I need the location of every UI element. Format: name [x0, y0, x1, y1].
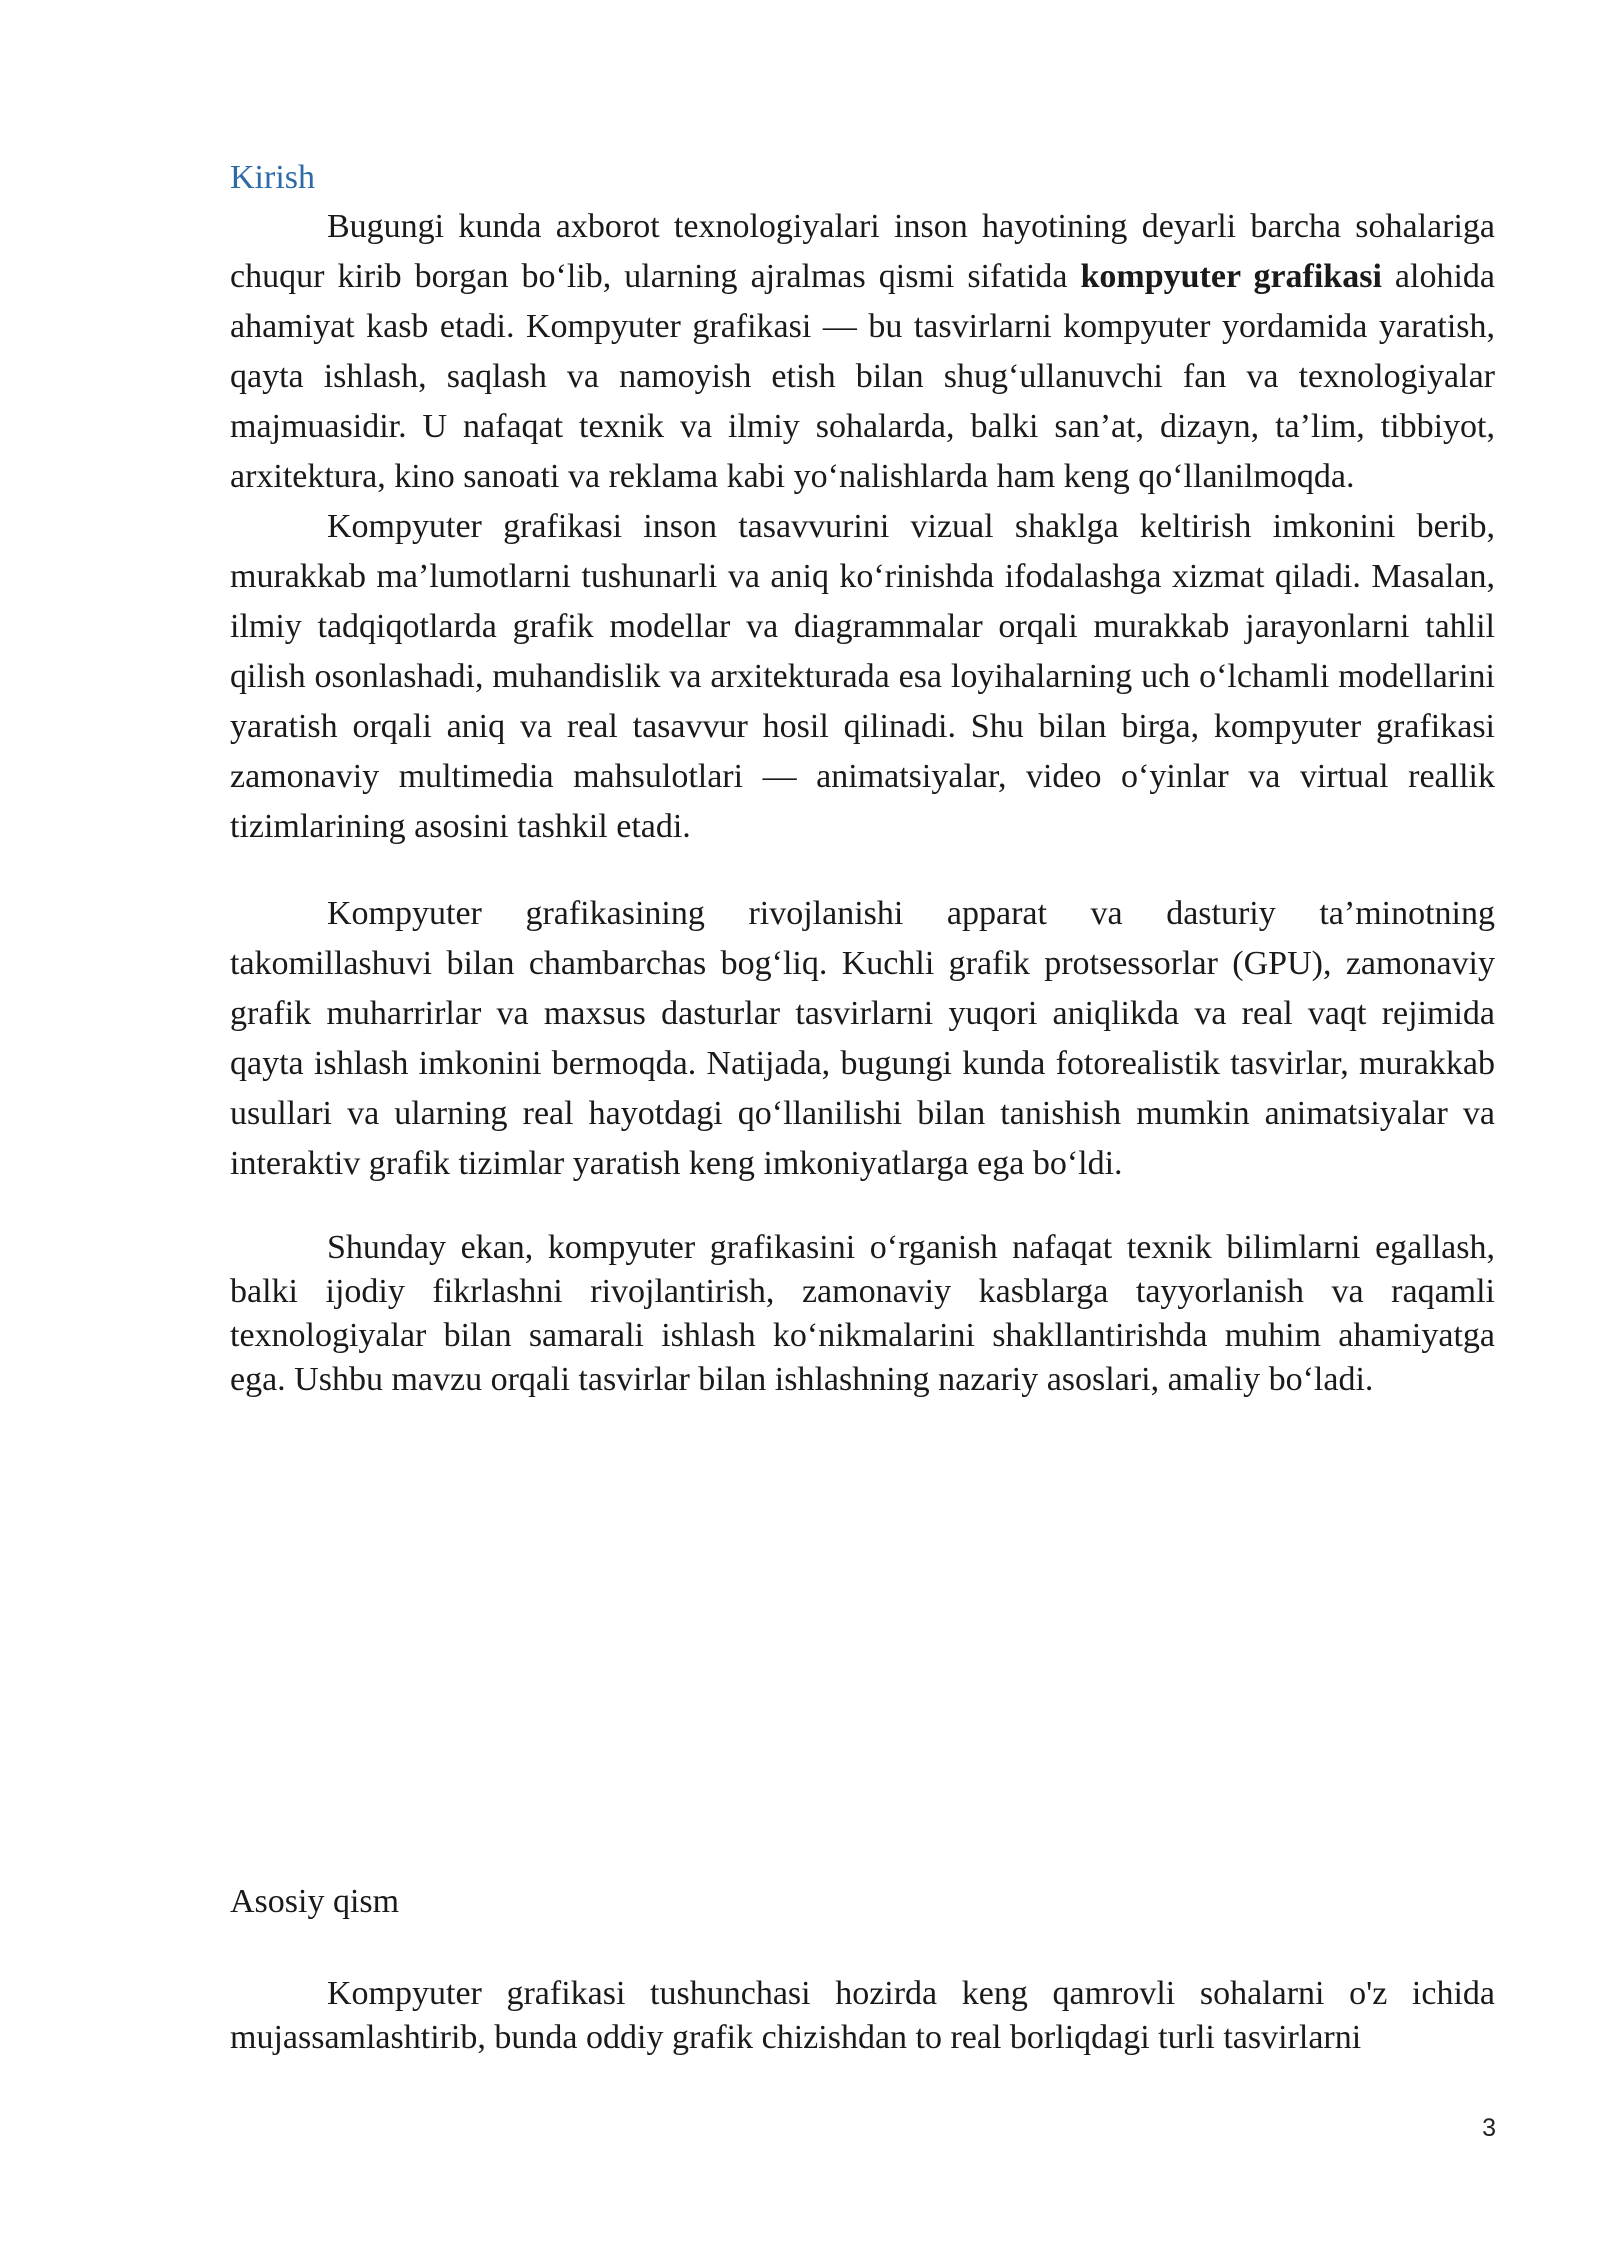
paragraph-gap — [230, 852, 1495, 889]
main-part-heading: Asosiy qism — [230, 1883, 400, 1920]
main-part-paragraph-1: Kompyuter grafikasi tushunchasi hozirda keng qamrovli sohalarni o'z ichida mujassamlashtirib, bunda oddiy grafik chizishdan to real borliqdagi turli tasvirlarni — [230, 1975, 1495, 2056]
intro-paragraph-2: Kompyuter grafikasi inson tasavvurini vizual shaklga keltirish imkonini berib, murakkab ma’lumotlarni tushunarli va aniq ko‘rinishda ifodalashga xizmat qiladi. Masalan, ilmiy tadqiqotlarda grafik modellar va diagrammalar orqali murakkab jarayonlarni tahlil qilish osonlashadi, muhandislik va arxitekturada esa loyihalarning uch o‘lchamli modellarini yaratish orqali aniq va real tasavvur hosil qilinadi. Shu bilan birga, kompyuter grafikasi zamonaviy multimedia mahsulotlari — animatsiyalar, video o‘yinlar va virtual reallik tizimlarining asosini tashkil etadi. — [230, 508, 1495, 845]
intro-p1-text-before: Bugungi kunda axborot texnologiyalari inson hayotining deyarli barcha sohalariga chuqur kirib borgan bo‘lib, ularning ajralmas qismi sifatida — [230, 208, 1495, 295]
main-part-section — [230, 1972, 1495, 2060]
intro-p1-bold-term: kompyuter grafikasi — [1080, 258, 1382, 295]
intro-heading: Kirish — [230, 159, 315, 196]
intro-paragraph-4: Shunday ekan, kompyuter grafikasini o‘rganish nafaqat texnik bilimlarni egallash, balki ijodiy fikrlashni rivojlantirish, zamonaviy kasblarga tayyorlanish va raqamli texnologiyalar bilan samarali ishlash ko‘nikmalarini shakllantirishda muhim ahamiyatga ega. Ushbu mavzu orqali tasvirlar bilan ishlashning nazariy asoslari, amaliy bo‘ladi. — [230, 1229, 1495, 1398]
intro-paragraph-3: Kompyuter grafikasining rivojlanishi apparat va dasturiy ta’minotning takomillashuvi bilan chambarchas bog‘liq. Kuchli grafik protsessorlar (GPU), zamonaviy grafik muharrirlar va maxsus dasturlar tasvirlarni yuqori aniqlikda va real vaqt rejimida qayta ishlash imkonini bermoqda. Natijada, bugungi kunda fotorealistik tasvirlar, murakkab usullari va ularning real hayotdagi qo‘llanilishi bilan tanishish mumkin animatsiyalar va interaktiv grafik tizimlar yaratish keng imkoniyatlarga ega bo‘ldi. — [230, 895, 1495, 1182]
intro-section — [230, 154, 1495, 1402]
paragraph-gap — [230, 1189, 1495, 1226]
intro-p1-text-after: alohida ahamiyat kasb etadi. Kompyuter grafikasi — bu tasvirlarni kompyuter yordamida yaratish, qayta ishlash, saqlash va namoyish etish bilan shug‘ullanuvchi fan va texnologiyalar majmuasidir. U nafaqat texnik va ilmiy sohalarda, balki san’at, dizayn, ta’lim, tibbiyot, arxitektura, kino sanoati va reklama kabi yo‘nalishlarda ham keng qo‘llanilmoqda. — [230, 258, 1496, 495]
page-number: 3 — [1482, 2114, 1496, 2142]
intro-paragraph-1 — [230, 202, 1495, 502]
